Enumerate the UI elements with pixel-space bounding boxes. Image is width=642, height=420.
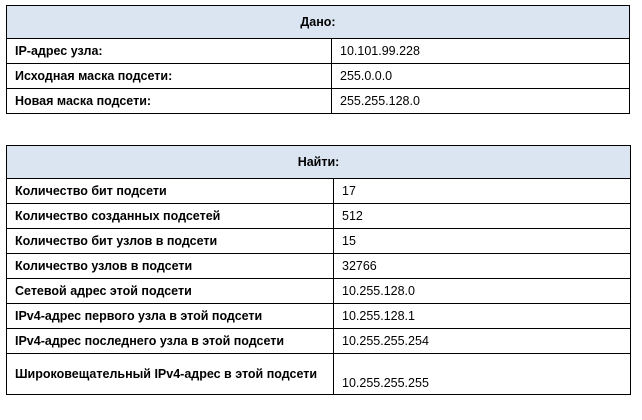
table-row: [7, 304, 631, 329]
given-label-original-mask: Исходная маска подсети:: [7, 64, 332, 89]
given-header-row: [7, 6, 630, 39]
table-row: [7, 179, 631, 204]
given-label-host-ip: IP-адрес узла:: [7, 39, 332, 64]
table-row: [7, 64, 630, 89]
table-row: [7, 39, 630, 64]
table-row: [7, 254, 631, 279]
find-label-hosts-per-subnet: Количество узлов в подсети: [7, 254, 334, 279]
find-value-host-bits: 15: [334, 229, 631, 254]
find-value-last-host: 10.255.255.254: [334, 329, 631, 354]
find-value-hosts-per-subnet: 32766: [334, 254, 631, 279]
find-value-subnet-bits: 17: [334, 179, 631, 204]
given-label-new-mask: Новая маска подсети:: [7, 89, 332, 114]
find-label-host-bits: Количество бит узлов в подсети: [7, 229, 334, 254]
find-label-subnet-bits: Количество бит подсети: [7, 179, 334, 204]
table-row: [7, 204, 631, 229]
given-header: Дано:: [7, 6, 630, 39]
find-value-subnets-created: 512: [334, 204, 631, 229]
table-row: [7, 279, 631, 304]
given-table: [6, 5, 630, 114]
given-value-host-ip: 10.101.99.228: [332, 39, 630, 64]
find-header-row: [7, 146, 631, 179]
find-label-last-host: IPv4-адрес последнего узла в этой подсети: [7, 329, 334, 354]
find-value-network-address: 10.255.128.0: [334, 279, 631, 304]
given-value-original-mask: 255.0.0.0: [332, 64, 630, 89]
find-table: [6, 145, 631, 395]
given-value-new-mask: 255.255.128.0: [332, 89, 630, 114]
table-row: [7, 229, 631, 254]
table-row: [7, 354, 631, 395]
table-row: [7, 329, 631, 354]
find-label-broadcast: Широковещательный IPv4-адрес в этой подсети: [7, 354, 334, 395]
find-label-subnets-created: Количество созданных подсетей: [7, 204, 334, 229]
find-label-network-address: Сетевой адрес этой подсети: [7, 279, 334, 304]
table-row: [7, 89, 630, 114]
find-label-first-host: IPv4-адрес первого узла в этой подсети: [7, 304, 334, 329]
find-header: Найти:: [7, 146, 631, 179]
find-value-broadcast: 10.255.255.255: [334, 354, 631, 395]
find-value-first-host: 10.255.128.1: [334, 304, 631, 329]
